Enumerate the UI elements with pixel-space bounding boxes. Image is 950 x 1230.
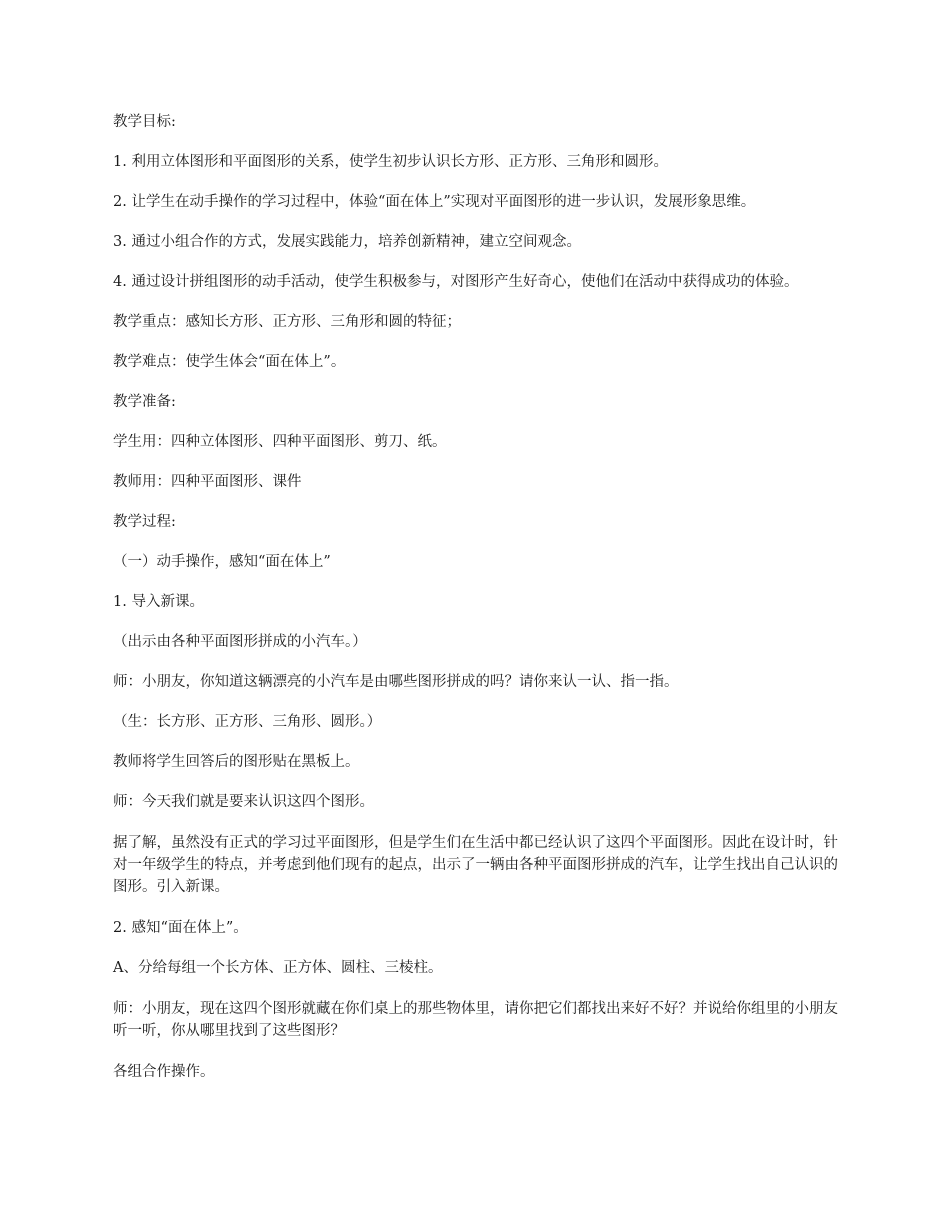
- goal-item-2: 2. 让学生在动手操作的学习过程中，体验“面在体上”实现对平面图形的进一步认识，发展形象思维。: [113, 194, 756, 210]
- teacher-materials: 教师用：四种平面图形、课件: [113, 474, 302, 490]
- heading-teaching-preparation: 教学准备:: [113, 394, 176, 410]
- teaching-key-points: 教学重点：感知长方形、正方形、三角形和圆的特征；: [113, 314, 461, 330]
- document-body: [113, 112, 843, 1102]
- teacher-action: 教师将学生回答后的图形贴在黑板上。: [113, 754, 360, 770]
- teaching-difficulties: 教学难点：使学生体会“面在体上”。: [113, 354, 346, 370]
- heading-teaching-goals: 教学目标:: [113, 114, 176, 130]
- step-1-intro: 1. 导入新课。: [113, 594, 204, 610]
- stage-direction-car: （出示由各种平面图形拼成的小汽车。）: [113, 634, 367, 650]
- teacher-instruction: 师：小朋友，现在这四个图形就藏在你们桌上的那些物体里，请你把它们都找出来好不好？并说给你组里的小朋友听一听，你从哪里找到了这些图形？: [113, 1001, 838, 1039]
- design-rationale: 据了解，虽然没有正式的学习过平面图形，但是学生们在生活中都已经认识了这四个平面图形。因此在设计时，针对一年级学生的特点，并考虑到他们现有的起点，出示了一辆由各种平面图形拼成的汽车，让学生找出自己认识的图形。引入新课。: [113, 835, 838, 895]
- heading-teaching-process: 教学过程:: [113, 514, 176, 530]
- group-operation: 各组合作操作。: [113, 1064, 215, 1080]
- student-materials: 学生用：四种立体图形、四种平面图形、剪刀、纸。: [113, 434, 447, 450]
- teacher-question-car: 师：小朋友，你知道这辆漂亮的小汽车是由哪些图形拼成的吗？请你来认一认、指一指。: [113, 674, 679, 690]
- student-answer: （生：长方形、正方形、三角形、圆形。）: [113, 714, 382, 730]
- section-heading-1: （一）动手操作，感知“面在体上”: [113, 554, 331, 570]
- goal-item-4: 4. 通过设计拼组图形的动手活动，使学生积极参与，对图形产生好奇心，使他们在活动中获得成功的体验。: [113, 274, 799, 290]
- goal-item-3: 3. 通过小组合作的方式，发展实践能力，培养创新精神，建立空间观念。: [113, 234, 581, 250]
- step-2-heading: 2. 感知“面在体上”。: [113, 920, 248, 936]
- goal-item-1: 1. 利用立体图形和平面图形的关系，使学生初步认识长方形、正方形、三角形和圆形。: [113, 154, 668, 170]
- step-2a: A、分给每组一个长方体、正方体、圆柱、三棱柱。: [113, 960, 443, 976]
- teacher-statement: 师：今天我们就是要来认识这四个图形。: [113, 794, 374, 810]
